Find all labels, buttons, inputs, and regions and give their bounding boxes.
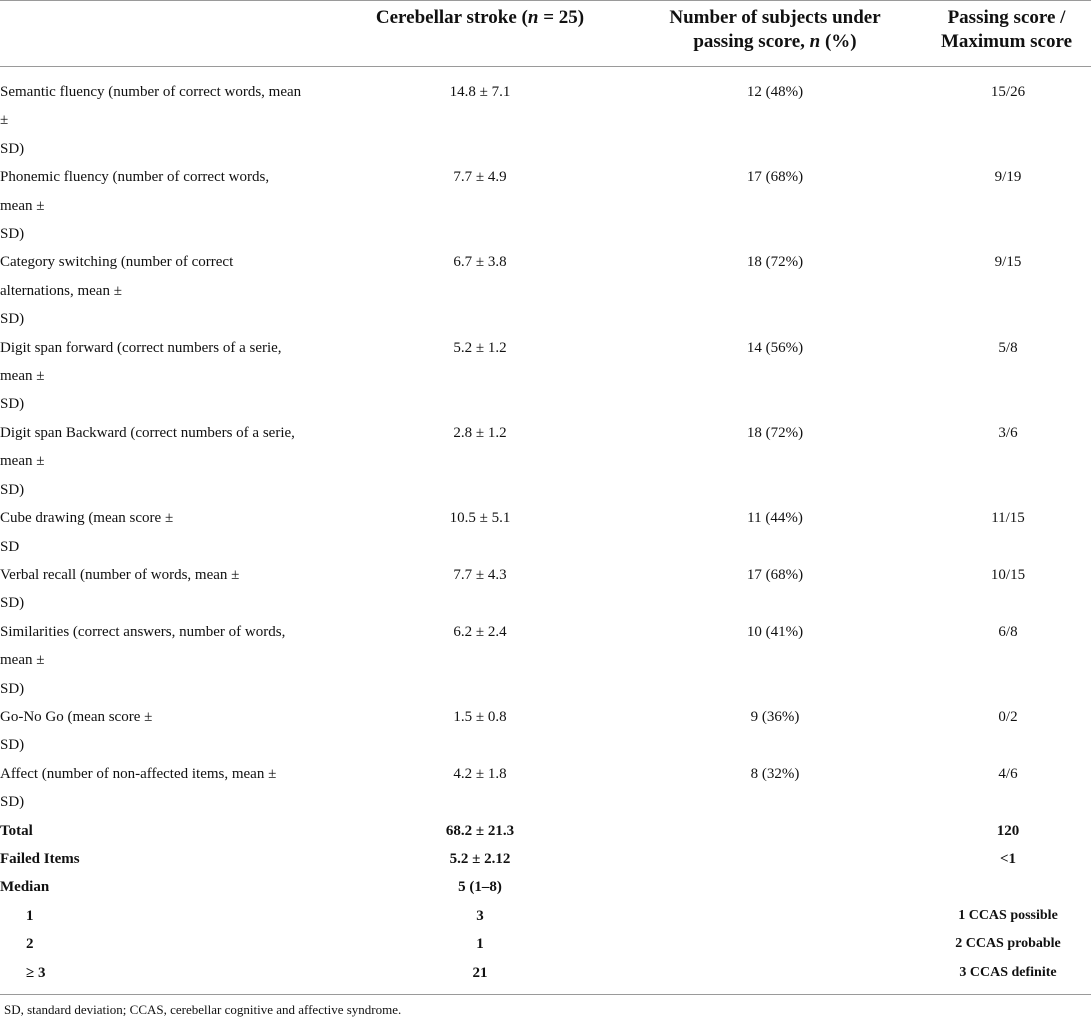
row-label: Cube drawing (mean score ± SD [0,510,174,555]
row-passing: 3/6 [998,424,1018,441]
row-label: Total [0,822,33,839]
row-passing: 2 CCAS probable [955,936,1061,952]
row-label: Category switching (number of correct alternations, mean ± SD) [0,254,234,328]
row-label: Failed Items [0,850,80,867]
row-passing: 10/15 [990,566,1026,583]
table-row [0,163,1091,248]
row-subjects: 12 (48%) [746,84,804,100]
results-table-body [0,70,1091,987]
row-value: 1.5 ± 0.8 [453,708,507,725]
row-passing: 15/26 [990,84,1026,100]
row-subjects: 18 (72%) [746,254,804,271]
table-row [0,419,1091,504]
row-label: Median [0,879,50,896]
row-label: Phonemic fluency (number of correct words, mean ± SD) [0,169,270,243]
row-label: Verbal recall (number of words, mean ± SD) [0,566,240,612]
row-value: 5.2 ± 2.12 [449,850,511,867]
row-passing: 6/8 [998,623,1018,640]
row-label: Semantic fluency (number of correct words, mean ± SD) [0,84,302,157]
row-value: 6.2 ± 2.4 [453,623,507,640]
row-passing: 4/6 [998,765,1018,782]
row-passing: <1 [999,850,1017,867]
row-label: Digit span forward (correct numbers of a serie, mean ± SD) [0,339,282,413]
row-label: 2 [26,936,34,953]
row-subjects: 10 (41%) [746,623,804,640]
row-subjects [625,930,925,958]
row-passing: 9/19 [994,169,1022,186]
table-row [0,703,1091,760]
row-value: 4.2 ± 1.8 [453,765,507,782]
header-subjects-under-passing: Number of subjects under passing score, n (%) [669,7,881,52]
row-value: 14.8 ± 7.1 [449,84,511,100]
top-rule [0,0,1091,1]
row-passing: 120 [996,822,1020,839]
row-value: 2.8 ± 1.2 [453,424,507,441]
row-value: 7.7 ± 4.3 [453,566,507,583]
row-subjects [625,817,925,845]
row-subjects: 8 (32%) [750,765,800,782]
row-passing: 3 CCAS definite [959,964,1057,980]
table-row [0,561,1091,618]
row-subjects [625,845,925,873]
row-value: 5.2 ± 1.2 [453,339,507,356]
row-subjects [625,873,925,901]
row-subjects: 11 (44%) [747,510,803,527]
summary-row-1 [0,902,1091,930]
summary-row-3-plus [0,959,1091,987]
row-label: Digit span Backward (correct numbers of a serie, mean ± SD) [0,424,295,498]
row-value: 21 [472,964,488,981]
row-label: 1 [26,907,34,924]
summary-row-2 [0,930,1091,958]
row-subjects: 9 (36%) [750,708,800,725]
row-value: 7.7 ± 4.9 [453,169,507,186]
row-subjects: 14 (56%) [746,339,804,356]
results-table [0,70,1091,987]
bottom-rule [0,994,1091,995]
row-value: 6.7 ± 3.8 [453,254,507,271]
row-subjects: 17 (68%) [746,566,804,583]
row-label: ≥ 3 [26,964,46,981]
summary-row-total [0,817,1091,845]
table-row [0,248,1091,333]
row-value: 3 [476,907,484,924]
row-subjects [625,959,925,987]
table-row [0,70,1091,163]
row-value: 68.2 ± 21.3 [445,822,515,839]
footnote: SD, standard deviation; CCAS, cerebellar cognitive and affective syndrome. [4,1002,402,1017]
row-subjects: 18 (72%) [746,424,804,441]
table-row [0,760,1091,817]
row-passing [925,873,1091,901]
header-rule [0,66,1091,67]
row-label: Go-No Go (mean score ± SD) [0,708,153,754]
table-row [0,618,1091,703]
row-passing: 9/15 [994,254,1022,271]
row-subjects [625,902,925,930]
row-passing: 11/15 [991,510,1025,527]
row-value: 1 [476,936,484,953]
row-passing: 1 CCAS possible [958,907,1058,923]
summary-row-median [0,873,1091,901]
row-passing: 5/8 [998,339,1018,356]
row-label: Affect (number of non-affected items, mean ± SD) [0,765,277,811]
row-subjects: 17 (68%) [746,169,804,186]
header-passing-maximum: Passing score / Maximum score [940,7,1073,52]
row-value: 10.5 ± 5.1 [449,510,511,527]
row-passing: 0/2 [998,708,1018,725]
row-value: 5 (1–8) [458,879,502,896]
header-cerebellar-stroke: Cerebellar stroke (n = 25) [375,7,585,28]
summary-row-failed-items [0,845,1091,873]
table-row [0,334,1091,419]
table-row [0,504,1091,561]
row-label: Similarities (correct answers, number of words, mean ± SD) [0,623,286,697]
